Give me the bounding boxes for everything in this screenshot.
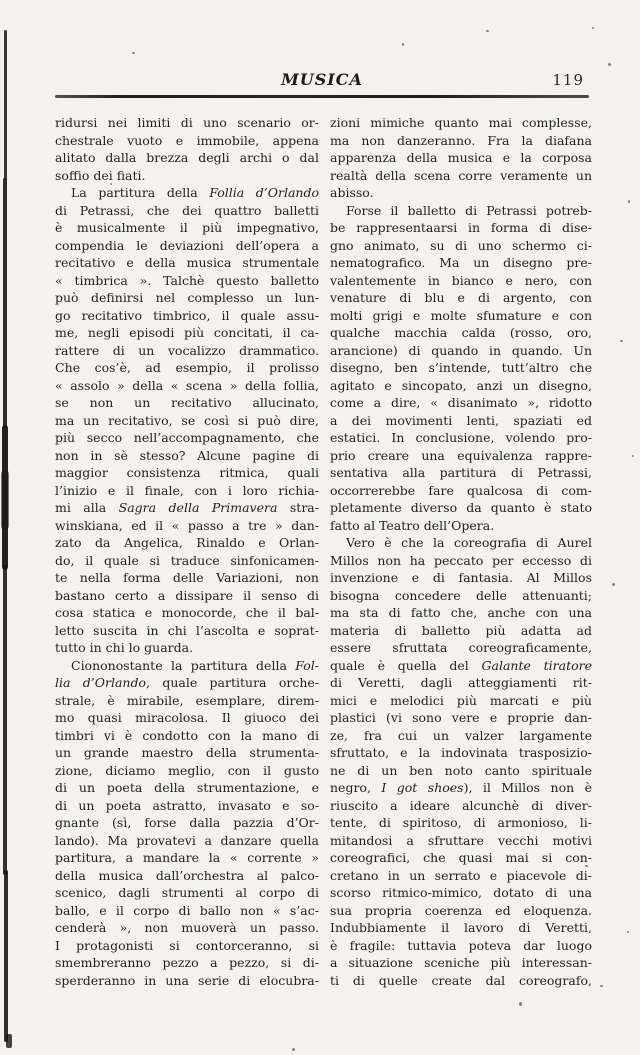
dust-speck <box>627 931 629 933</box>
gutter-shadow-segment <box>3 565 7 875</box>
text-line: bisogna concedere delle attenuanti; <box>330 587 592 603</box>
text-line: ma un recitativo, se così si può dire, <box>55 412 319 428</box>
text-line: Che cos’è, ad esempio, il prolisso <box>55 360 319 375</box>
text-line: qualche macchia calda (rosso, oro, <box>330 325 592 340</box>
text-line: sentativa alla partitura di Petrassi, <box>330 465 592 480</box>
text-line: strale, è mirabile, esemplare, direm- <box>55 692 319 708</box>
text-line: me, negli episodi più concitati, il ca- <box>55 325 319 340</box>
dust-speck <box>608 63 611 66</box>
text-line: quale è quella del Galante tiratore <box>330 657 592 673</box>
text-line: molti grigi e molte sfumature e con <box>330 307 592 323</box>
text-line: sua propria coerenza ed eloquenza. <box>330 902 592 918</box>
text-line: Vero è che la coreografia di Aurel <box>346 535 592 550</box>
text-line: compendia le deviazioni dell’opera a <box>55 237 319 253</box>
text-line: realtà della scena corre veramente un <box>330 167 592 183</box>
text-line: abisso. <box>330 185 374 200</box>
text-line: nematografico. Ma un disegno pre- <box>330 255 592 270</box>
text-line: lando). Ma provatevi a danzare quella <box>55 832 319 848</box>
text-line: valentemente in bianco e nero, con <box>330 272 592 288</box>
text-line: più secco nell’accompagnamento, che <box>55 430 319 445</box>
text-line: prio creare una equivalenza rappre- <box>330 447 592 463</box>
text-line: sperderanno in una serie di elocubra- <box>55 972 319 988</box>
text-line: di Petrassi, che dei quattro balletti <box>55 202 319 218</box>
column-right <box>330 114 592 989</box>
text-line: I protagonisti si contorceranno, si <box>55 937 319 953</box>
text-line: della musica dall’orchestra al palco- <box>55 867 319 883</box>
dust-speck <box>110 183 112 185</box>
text-line: scenico, dagli strumenti al corpo di <box>55 885 319 900</box>
text-line: fatto al Teatro dell’Opera. <box>330 517 495 533</box>
text-line: mo quasi miracolosa. Il giuoco dei <box>55 710 319 725</box>
text-line: occorrerebbe fare qualcosa di com- <box>330 482 592 498</box>
gutter-shadow-segment <box>4 30 7 180</box>
text-line: zioni mimiche quanto mai complesse, <box>330 115 592 130</box>
text-line: « timbrica ». Talchè questo balletto <box>55 272 319 288</box>
text-line: sfruttato, e la indovinata trasposizio- <box>330 745 592 760</box>
text-line: come a dire, « disanimato », ridotto <box>330 395 592 410</box>
text-line: a dei movimenti lenti, spaziati ed <box>330 412 592 428</box>
dust-speck <box>620 340 623 342</box>
text-line: rattere di un vocalizzo drammatico. <box>55 342 319 358</box>
text-line: scorso ritmico-mimico, dotato di una <box>330 885 592 900</box>
dust-speck <box>402 43 404 46</box>
journal-title: MUSICA <box>281 70 363 89</box>
text-line: timbri vi è condotto con la mano di <box>55 727 319 743</box>
text-line: invenzione e di fantasia. Al Millos <box>330 570 592 585</box>
text-line: se non un recitativo allucinato, <box>55 395 319 410</box>
text-line: letto suscita in chi l’ascolta e soprat- <box>55 622 319 638</box>
gutter-shadow-segment <box>1 470 9 530</box>
text-line: estatici. In conclusione, volendo pro- <box>330 430 592 445</box>
text-line: coreografici, che quasi mai si con- <box>330 850 592 865</box>
text-line: agitato e sincopato, anzi un disegno, <box>330 377 592 393</box>
text-line: apparenza della musica e la corposa <box>330 150 592 165</box>
dust-speck <box>632 455 634 457</box>
text-line: zione, diciamo meglio, con il gusto <box>55 762 319 778</box>
text-line: be rappresentaarsi in forma di dise- <box>330 220 592 235</box>
gutter-shadow-segment <box>6 1034 12 1048</box>
dust-speck <box>628 200 630 203</box>
gutter-shadow-segment <box>4 870 8 1042</box>
text-line: di un poeta astratto, invasato e so- <box>55 797 319 813</box>
text-line: di Veretti, dagli atteggiamenti rit- <box>330 675 592 690</box>
dust-speck <box>585 865 588 867</box>
dust-speck <box>132 52 135 54</box>
text-line: a situazione sceniche più interessan- <box>330 955 592 970</box>
text-line: Indubbiamente il lavoro di Veretti, <box>330 920 592 935</box>
text-line: ballo, e il corpo di ballo non « s’ac- <box>55 902 319 918</box>
text-line: gnante (sì, forse dalla pazzia d’Or- <box>55 815 319 830</box>
text-line: maggior consistenza ritmica, quali <box>55 465 319 480</box>
text-line: ti di quelle create dal coreografo, <box>330 972 592 988</box>
text-line: essere sfruttata coreograficamente, <box>330 640 592 655</box>
text-line: l’inizio e il finale, con i loro richia- <box>55 482 319 498</box>
text-line: ma non danzeranno. Fra la diafana <box>330 132 592 148</box>
text-line: tente, di spiritoso, di armonioso, li- <box>330 815 592 830</box>
dust-speck <box>486 30 489 32</box>
text-line: materia di balletto più adatta ad <box>330 622 592 638</box>
text-line: soffio dei fiati. <box>55 167 146 183</box>
text-line: recitativo e della musica strumentale <box>55 255 319 270</box>
text-line: riuscito a ideare alcunchè di diver- <box>330 797 592 813</box>
dust-speck <box>600 985 603 987</box>
text-line: alitato dalla brezza degli archi o dal <box>55 150 319 165</box>
text-line: è musicalmente il più impegnativo, <box>55 220 319 235</box>
text-line: negro, I got shoes), il Millos non è <box>330 780 592 795</box>
text-line: arancione) di quando in quando. Un <box>330 342 592 358</box>
text-line: go recitativo timbrico, il quale assu- <box>55 307 319 323</box>
text-line: ne di un ben noto canto spirituale <box>330 762 592 778</box>
text-line: bastano certo a dissipare il senso di <box>55 587 319 603</box>
gutter-shadow-segment <box>3 178 7 428</box>
text-line: winskiana, ed il « passo a tre » dan- <box>55 517 319 533</box>
text-line: venature di blu e di argento, con <box>330 290 592 305</box>
text-line: di un poeta della strumentazione, e <box>55 780 319 795</box>
header-rule <box>55 95 589 98</box>
text-line: non in sè stesso? Alcune pagine di <box>55 447 319 463</box>
text-line: mitandosi a sfruttare vecchi motivi <box>330 832 592 848</box>
text-line: cenderà », non muoverà un passo. <box>55 920 319 935</box>
text-line: ridursi nei limiti di uno scenario or- <box>55 115 319 130</box>
text-line: tutto in chi lo guarda. <box>55 640 194 655</box>
text-line: ma sta di fatto che, anche con una <box>330 605 592 620</box>
dust-speck <box>292 1048 295 1051</box>
text-line: La partitura della Follia d’Orlando <box>71 185 319 200</box>
text-line: « assolo » della « scena » della follia, <box>55 377 319 393</box>
text-line: cosa statica e monocorde, che il bal- <box>55 605 319 620</box>
text-line: zato da Angelica, Rinaldo e Orlan- <box>55 535 319 550</box>
text-line: Forse il balletto di Petrassi potreb- <box>346 202 592 218</box>
text-line: plastici (vi sono vere e proprie dan- <box>330 710 592 725</box>
text-line: do, il quale si traduce sinfonicamen- <box>55 552 319 568</box>
text-line: lia d’Orlando, quale partitura orche- <box>55 675 319 690</box>
text-line: pletamente diverso da quanto è stato <box>330 500 592 515</box>
text-line: ze, fra cui un valzer largamente <box>330 727 592 743</box>
text-line: mici e melodici più marcati e più <box>330 692 592 708</box>
text-line: può definirsi nel complesso un lun- <box>55 290 319 305</box>
text-line: mi alla Sagra della Primavera stra- <box>55 500 319 515</box>
text-line: smembreranno pezzo a pezzo, si di- <box>55 955 319 970</box>
text-line: gno animato, su di uno schermo ci- <box>330 237 592 253</box>
text-line: partitura, a mandare la « corrente » <box>55 850 319 865</box>
text-line: è fragile: tuttavia poteva dar luogo <box>330 937 592 953</box>
text-line: Ciononostante la partitura della Fol- <box>71 657 319 673</box>
text-line: un grande maestro della strumenta- <box>55 745 319 760</box>
dust-speck <box>612 583 615 586</box>
dust-speck <box>592 27 594 29</box>
text-line: disegno, ben s’intende, tutt’altro che <box>330 360 592 375</box>
text-line: te nella forma delle Variazioni, non <box>55 570 319 585</box>
text-line: chestrale vuoto e immobile, appena <box>55 132 319 148</box>
dust-speck <box>519 1002 522 1006</box>
text-line: cretano in un serrato e piacevole di- <box>330 867 592 883</box>
column-left <box>55 114 319 989</box>
page-number: 119 <box>552 71 584 89</box>
text-line: Millos non ha peccato per eccesso di <box>330 552 592 568</box>
